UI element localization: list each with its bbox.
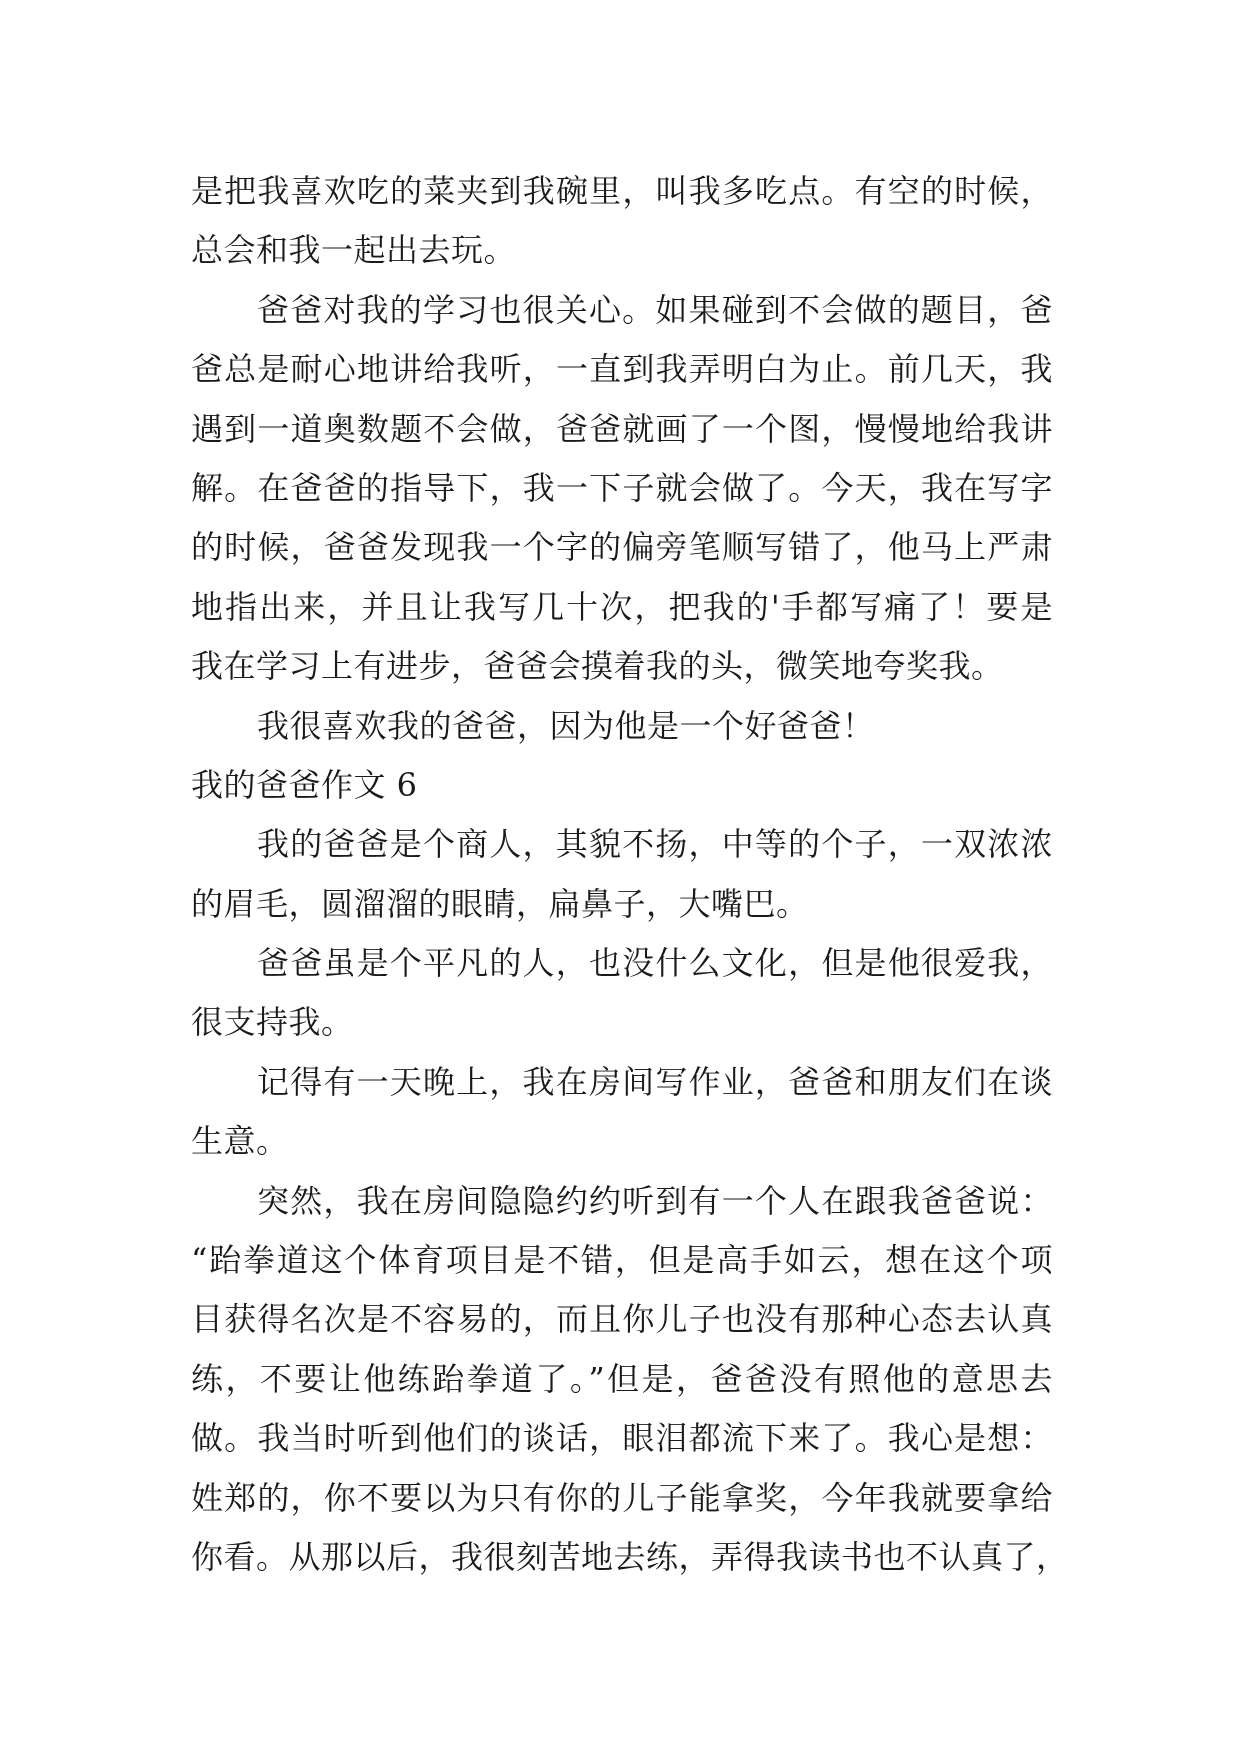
text-line: 的眉毛，圆溜溜的眼睛，扁鼻子，大嘴巴。 — [191, 884, 809, 923]
paragraph-start-line: 爸爸对我的学习也很关心。如果碰到不会做的题目，爸 — [257, 290, 1053, 329]
text-line: 我在学习上有进步，爸爸会摸着我的头，微笑地夸奖我。 — [191, 647, 1004, 686]
paragraph-start-line: 突然，我在房间隐隐约约听到有一个人在跟我爸爸说： — [257, 1181, 1053, 1220]
text-line: 目获得名次是不容易的，而且你儿子也没有那种心态去认真 — [191, 1300, 1053, 1339]
text-line: “跆拳道这个体育项目是不错，但是高手如云，想在这个项 — [191, 1241, 1053, 1280]
text-line: 练，不要让他练跆拳道了。”但是，爸爸没有照他的意思去 — [191, 1359, 1053, 1398]
text-line: 爸总是耐心地讲给我听，一直到我弄明白为止。前几天，我 — [191, 350, 1053, 389]
text-line: 是把我喜欢吃的菜夹到我碗里，叫我多吃点。有空的时候， — [191, 172, 1053, 210]
text-line: 总会和我一起出去玩。 — [191, 231, 517, 270]
paragraph-start-line: 我的爸爸是个商人，其貌不扬，中等的个子，一双浓浓 — [257, 825, 1053, 864]
paragraph-start-line: 记得有一天晚上，我在房间写作业，爸爸和朋友们在谈 — [257, 1062, 1053, 1101]
text-line: 很支持我。 — [191, 1003, 354, 1042]
text-line: 的时候，爸爸发现我一个字的偏旁笔顺写错了，他马上严肃 — [191, 528, 1053, 567]
text-line: 做。我当时听到他们的谈话，眼泪都流下来了。我心是想： — [191, 1419, 1053, 1458]
text-line: 遇到一道奥数题不会做，爸爸就画了一个图，慢慢地给我讲 — [191, 409, 1053, 448]
paragraph-start-line: 我很喜欢我的爸爸，因为他是一个好爸爸！ — [257, 706, 875, 745]
essay-body — [191, 162, 1069, 1587]
text-line: 解。在爸爸的指导下，我一下子就会做了。今天，我在写字 — [191, 468, 1053, 507]
text-line: 地指出来，并且让我写几十次，把我的'手都写痛了！要是 — [191, 587, 1053, 626]
paragraph-start-line: 爸爸虽是个平凡的人，也没什么文化，但是他很爱我， — [257, 944, 1053, 983]
text-line: 姓郑的，你不要以为只有你的儿子能拿奖，今年我就要拿给 — [191, 1478, 1053, 1517]
section-heading: 我的爸爸作文 6 — [191, 765, 418, 804]
text-line: 你看。从那以后，我很刻苦地去练，弄得我读书也不认真了， — [191, 1537, 1069, 1576]
text-line: 生意。 — [191, 1122, 289, 1161]
